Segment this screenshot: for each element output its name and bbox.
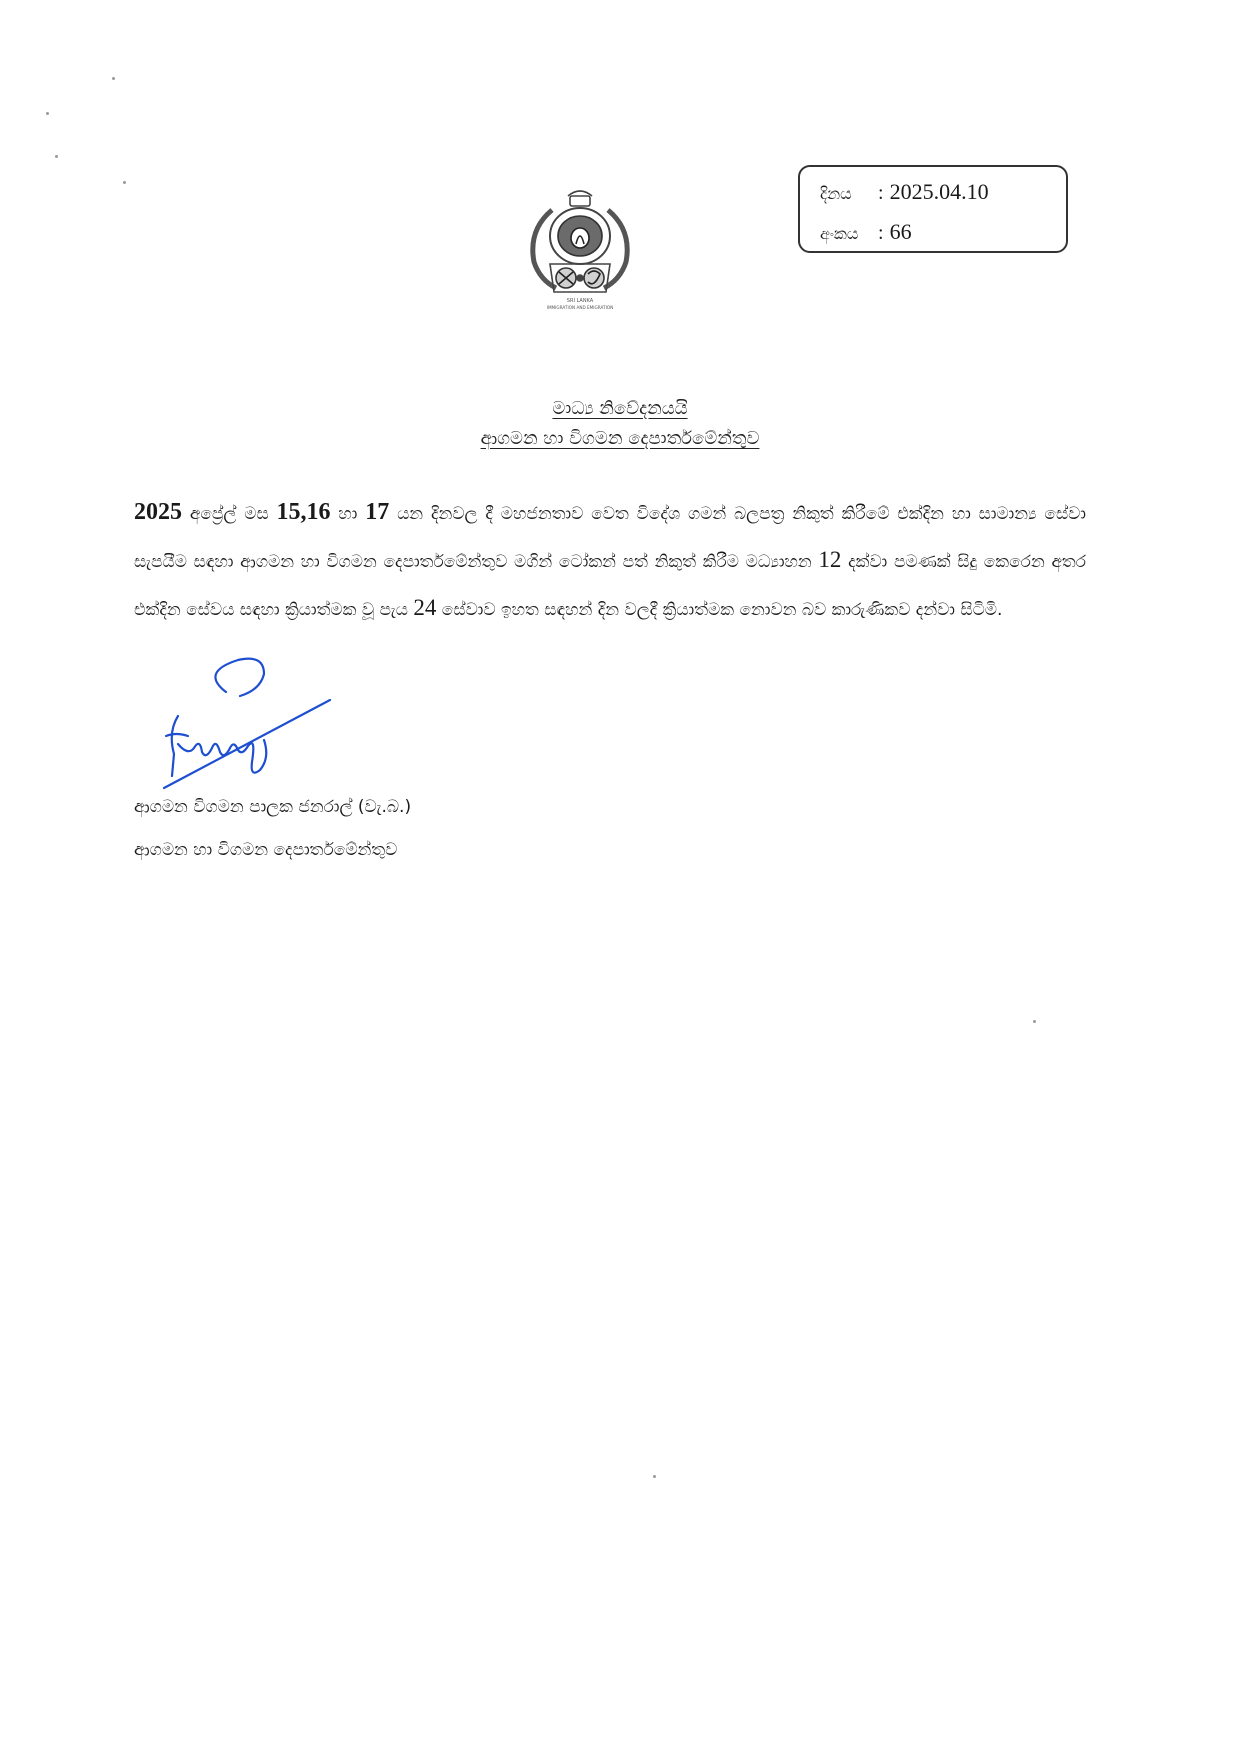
scan-speck <box>653 1475 656 1478</box>
date-label: දිනය <box>820 184 852 203</box>
date-row <box>820 179 989 205</box>
date-separator: : <box>878 182 884 204</box>
number-label: අංකය <box>820 224 859 243</box>
body-hour: 12 <box>818 547 842 572</box>
scan-speck <box>112 77 115 80</box>
body-dates: 15,16 <box>276 499 331 525</box>
body-paragraph <box>134 490 1086 633</box>
press-release-title: මාධ්‍ය නිවේදනයයි <box>552 398 688 419</box>
emblem-caption-1: SRI LANKA <box>566 298 594 304</box>
body-text-segment: අප්‍රේල් මස <box>182 504 277 524</box>
scan-speck <box>55 155 58 158</box>
department-emblem-icon <box>522 184 638 312</box>
department-heading: ආගමන හා විගමන දෙපාර්තමේන්තුව <box>480 428 760 449</box>
date-reference-box <box>798 165 1068 253</box>
number-separator: : <box>878 222 884 244</box>
body-text-segment: යන දිනවල දී මහජනතාව වෙත විදේශ ගමන් බලපත්‍ර නිකුත් කිරීමේ එක්දින හා සාමාන්‍ය සේවා සැපයීම සඳහා ආගමන හා විගමන දෙපාර්තමේන්තුව මගින් ටෝකන් පත් නිකුත් කිරීම මධ්‍යාහන <box>134 504 1087 572</box>
number-row <box>820 219 912 245</box>
body-date: 17 <box>365 499 390 525</box>
emblem-caption-2: IMMIGRATION AND EMIGRATION <box>546 305 614 310</box>
scan-speck <box>1033 1020 1036 1023</box>
body-text-segment: සේවාව ඉහත සඳහන් දින වලදී ක්‍රියාත්මක නොවන බව කාරුණිකව දන්වා සිටිමි. <box>436 600 1003 620</box>
scan-speck <box>46 112 49 115</box>
signatory-title: ආගමන විගමන පාලක ජනරාල් (වැ.බ.) <box>134 797 412 817</box>
number-value: 66 <box>889 219 912 244</box>
body-year: 2025 <box>134 499 182 525</box>
date-value: 2025.04.10 <box>889 179 989 204</box>
body-hours: 24 <box>413 595 437 620</box>
body-text-segment: දක්වා පමණක් සිදු කෙරෙන අතර එක්දින සේවය සඳහා ක්‍රියාත්මක වූ පැය <box>134 552 1086 620</box>
signatory-department: ආගමන හා විගමන දෙපාර්තමේන්තුව <box>134 840 398 860</box>
signature-image <box>160 652 340 792</box>
scan-speck <box>123 181 126 184</box>
body-text-segment: හා <box>330 504 366 524</box>
